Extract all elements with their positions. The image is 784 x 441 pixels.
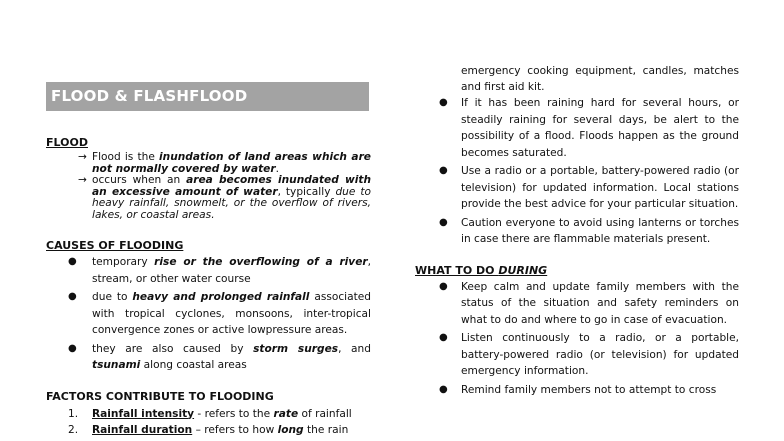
bullet-icon: ● — [439, 97, 448, 108]
factors-list — [46, 406, 371, 439]
list-item: ● Keep calm and update family members with the status of the situation and safety reminders on what to do and where to go in case of evacuation. — [439, 280, 739, 326]
flood-list — [46, 152, 371, 221]
bullet-icon: ● — [439, 165, 448, 176]
bullet-icon: ● — [439, 332, 448, 343]
list-item: 1. Rainfall intensity - refers to the rate of rainfall — [46, 406, 371, 423]
bullet-icon: ● — [68, 291, 77, 302]
list-item: ● Caution everyone to avoid using lanterns or torches in case there are flammable materials present. — [439, 216, 739, 245]
flood-heading: FLOOD — [46, 136, 88, 149]
list-item: ● temporary rise or the overflowing of a river, stream, or other water course — [68, 256, 371, 285]
list-item: 2. Rainfall duration – refers to how long the rain — [46, 422, 371, 439]
bullet-icon: ● — [439, 216, 448, 228]
left-column — [46, 82, 371, 439]
arrow-icon: → — [78, 174, 87, 186]
bullet-icon: ● — [439, 383, 448, 395]
list-item: ● Remind family members not to attempt to cross — [415, 382, 739, 399]
during-heading: WHAT TO DO DURING — [415, 263, 548, 277]
right-column — [415, 64, 739, 400]
bullet-icon: ● — [439, 280, 448, 292]
factors-heading: FACTORS CONTRIBUTE TO FLOODING — [46, 389, 274, 403]
list-item: ● Listen continuously to a radio, or a portable, battery-powered radio (or television) for updated emergency information. — [439, 332, 739, 377]
list-item: ● Use a radio or a portable, battery-powered radio (or television) for updated information. Local stations provide the best advice for your particular situation. — [439, 165, 739, 210]
bullet-icon: ● — [68, 256, 77, 267]
causes-heading: CAUSES OF FLOODING — [46, 239, 184, 252]
arrow-icon: → — [78, 151, 87, 163]
list-number: 2. — [68, 424, 79, 436]
list-item: ● due to heavy and prolonged rainfall associated with tropical cyclones, monsoons, inter-tropical convergence zones or active lowpressure areas. — [68, 291, 371, 336]
bullet-icon: ● — [68, 342, 77, 354]
continued-text: emergency cooking equipment, candles, matches and first aid kit. — [461, 65, 739, 93]
list-number: 1. — [68, 407, 79, 420]
before-list — [415, 95, 739, 248]
list-item: ● If it has been raining hard for several hours, or steadily raining for several days, be alert to the possibility of a flood. Floods happen as the ground becomes saturated. — [439, 97, 739, 159]
causes-list — [46, 254, 371, 374]
list-item: ● they are also caused by storm surges, and tsunami along coastal areas — [68, 342, 371, 371]
list-item: → Flood is the inundation of land areas which are not normally covered by water. — [78, 151, 371, 175]
page-title: FLOOD & FLASHFLOOD — [46, 82, 369, 111]
during-list — [415, 279, 739, 399]
list-item: → occurs when an area becomes inundated with an excessive amount of water, typically due to heavy rainfall, snowmelt, or the overflow of rivers, lakes, or coastal areas. — [78, 174, 371, 221]
